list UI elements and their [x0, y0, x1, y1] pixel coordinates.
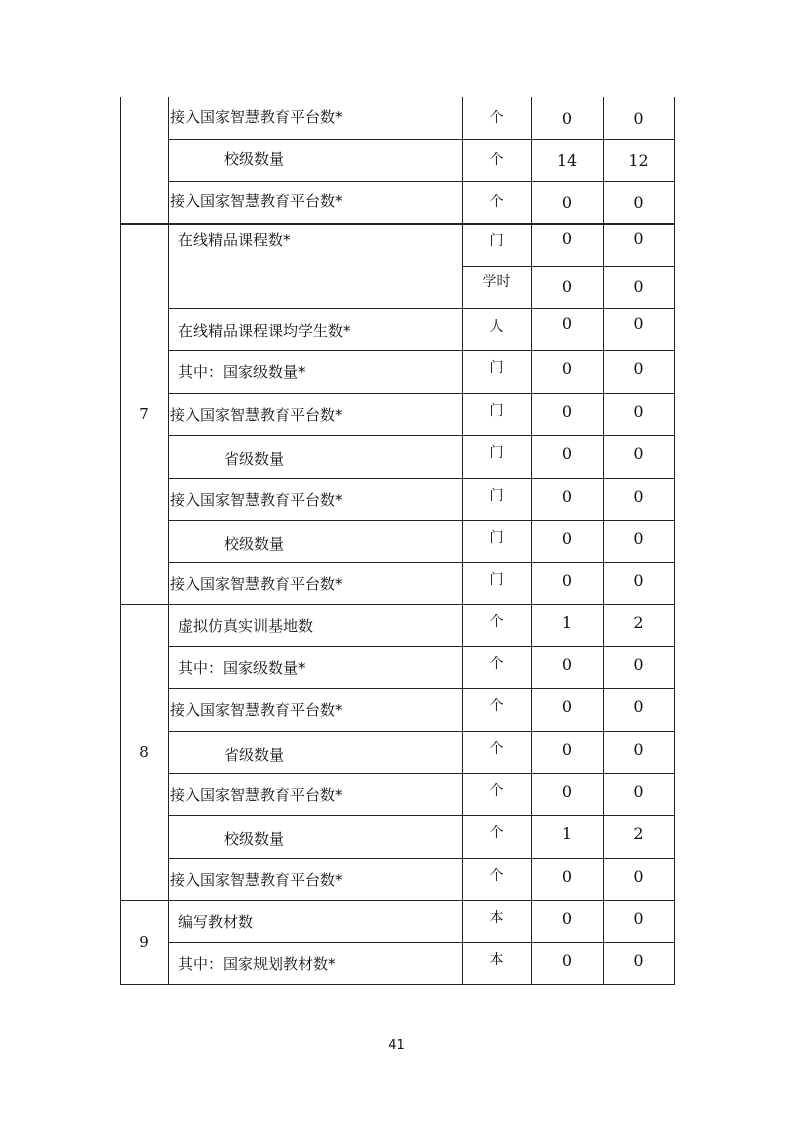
table-unit: 门	[489, 403, 504, 419]
table-value: 1	[561, 824, 573, 843]
row-sequence-number: 7	[139, 405, 149, 423]
table-value: 1	[561, 613, 573, 632]
table-row-divider	[120, 604, 675, 605]
table-unit: 个	[489, 783, 504, 799]
table-value: 0	[561, 109, 573, 128]
table-item-label: 省级数量	[224, 746, 285, 764]
table-col-divider	[168, 97, 169, 985]
table-row-divider	[168, 858, 675, 859]
table-unit: 个	[489, 868, 504, 884]
table-item-label: 接入国家智慧教育平台数*	[170, 192, 343, 210]
table-unit: 个	[489, 698, 504, 714]
table-item-label: 省级数量	[224, 450, 285, 468]
table-row-divider	[168, 350, 675, 351]
table-unit: 个	[489, 741, 504, 757]
table-value: 0	[633, 109, 644, 128]
table-value: 0	[633, 314, 644, 333]
table-value: 0	[633, 277, 644, 296]
table-value: 0	[561, 193, 573, 212]
table-row-divider	[168, 731, 675, 732]
table-value: 0	[633, 487, 644, 506]
table-value: 0	[561, 571, 573, 590]
table-value: 0	[633, 867, 644, 886]
table-item-label: 接入国家智慧教育平台数*	[170, 575, 343, 593]
table-unit: 门	[489, 445, 504, 461]
table-unit: 本	[489, 910, 504, 926]
table-value: 0	[561, 697, 573, 716]
table-value: 0	[633, 193, 644, 212]
table-unit: 门	[489, 572, 504, 588]
table-item-label: 接入国家智慧教育平台数*	[170, 491, 343, 509]
table-value: 0	[633, 444, 644, 463]
table-row-divider	[168, 139, 675, 140]
table-row-divider	[462, 266, 675, 267]
table-row-divider	[168, 308, 675, 309]
table-value: 0	[633, 359, 644, 378]
table-value: 0	[561, 867, 573, 886]
table-row-divider	[120, 984, 675, 985]
table-value: 0	[633, 782, 644, 801]
table-unit: 人	[489, 319, 504, 335]
table-item-label: 在线精品课程课均学生数*	[178, 322, 351, 340]
table-value: 0	[561, 909, 573, 928]
table-unit: 个	[489, 110, 504, 126]
table-row-divider	[168, 562, 675, 563]
table-value: 0	[561, 782, 573, 801]
table-item-label: 校级数量	[224, 535, 285, 553]
table-row-divider	[168, 435, 675, 436]
table-value: 0	[633, 229, 644, 248]
table-item-label: 接入国家智慧教育平台数*	[170, 406, 343, 424]
table-row-divider	[120, 900, 675, 901]
table-row-divider	[168, 815, 675, 816]
table-value: 2	[633, 613, 644, 632]
table-unit: 个	[489, 152, 504, 168]
table-value: 0	[633, 740, 644, 759]
table-row-divider	[168, 181, 675, 182]
table-border-right	[674, 97, 675, 985]
table-value: 12	[628, 151, 649, 170]
table-row-divider	[120, 223, 675, 225]
table-value: 0	[633, 951, 644, 970]
table-item-label: 接入国家智慧教育平台数*	[170, 701, 343, 719]
row-sequence-number: 8	[139, 743, 149, 761]
table-value: 0	[561, 229, 573, 248]
table-value: 2	[633, 824, 644, 843]
table-unit: 门	[489, 360, 504, 376]
table-unit: 门	[489, 488, 504, 504]
table-value: 0	[561, 655, 573, 674]
table-value: 0	[561, 402, 573, 421]
table-unit: 个	[489, 656, 504, 672]
table-item-label: 在线精品课程数*	[178, 231, 291, 249]
table-value: 0	[561, 277, 573, 296]
table-row-divider	[168, 942, 675, 943]
table-item-label: 其中：国家规划教材数*	[178, 955, 336, 973]
table-row-divider	[168, 646, 675, 647]
table-value: 0	[561, 487, 573, 506]
table-item-label: 接入国家智慧教育平台数*	[170, 108, 343, 126]
table-row-divider	[168, 478, 675, 479]
table-value: 0	[561, 740, 573, 759]
table-unit: 门	[489, 233, 504, 249]
table-item-label: 其中：国家级数量*	[178, 363, 306, 381]
table-value: 0	[561, 314, 573, 333]
table-unit: 门	[489, 530, 504, 546]
table-row-divider	[168, 688, 675, 689]
table-value: 0	[561, 529, 573, 548]
table-value: 0	[561, 359, 573, 378]
table-row-divider	[168, 520, 675, 521]
table-unit: 本	[489, 952, 504, 968]
table-row-divider	[168, 773, 675, 774]
table-row-divider	[168, 393, 675, 394]
table-value: 14	[556, 151, 578, 170]
table-item-label: 校级数量	[224, 150, 285, 168]
table-value: 0	[633, 655, 644, 674]
table-unit: 个	[489, 614, 504, 630]
page-number: 41	[388, 1038, 405, 1053]
table-value: 0	[561, 951, 573, 970]
table-value: 0	[633, 909, 644, 928]
table-unit: 学时	[482, 274, 511, 290]
row-sequence-number: 9	[139, 933, 149, 951]
table-unit: 个	[489, 194, 504, 210]
table-item-label: 其中：国家级数量*	[178, 659, 306, 677]
table-border-left	[120, 97, 121, 985]
table-item-label: 校级数量	[224, 830, 285, 848]
table-value: 0	[561, 444, 573, 463]
table-unit: 个	[489, 825, 504, 841]
table-value: 0	[633, 697, 644, 716]
table-item-label: 接入国家智慧教育平台数*	[170, 786, 343, 804]
table-value: 0	[633, 571, 644, 590]
table-value: 0	[633, 529, 644, 548]
table-value: 0	[633, 402, 644, 421]
table-item-label: 虚拟仿真实训基地数	[178, 617, 314, 635]
table-item-label: 接入国家智慧教育平台数*	[170, 871, 343, 889]
table-item-label: 编写教材数	[178, 913, 254, 931]
